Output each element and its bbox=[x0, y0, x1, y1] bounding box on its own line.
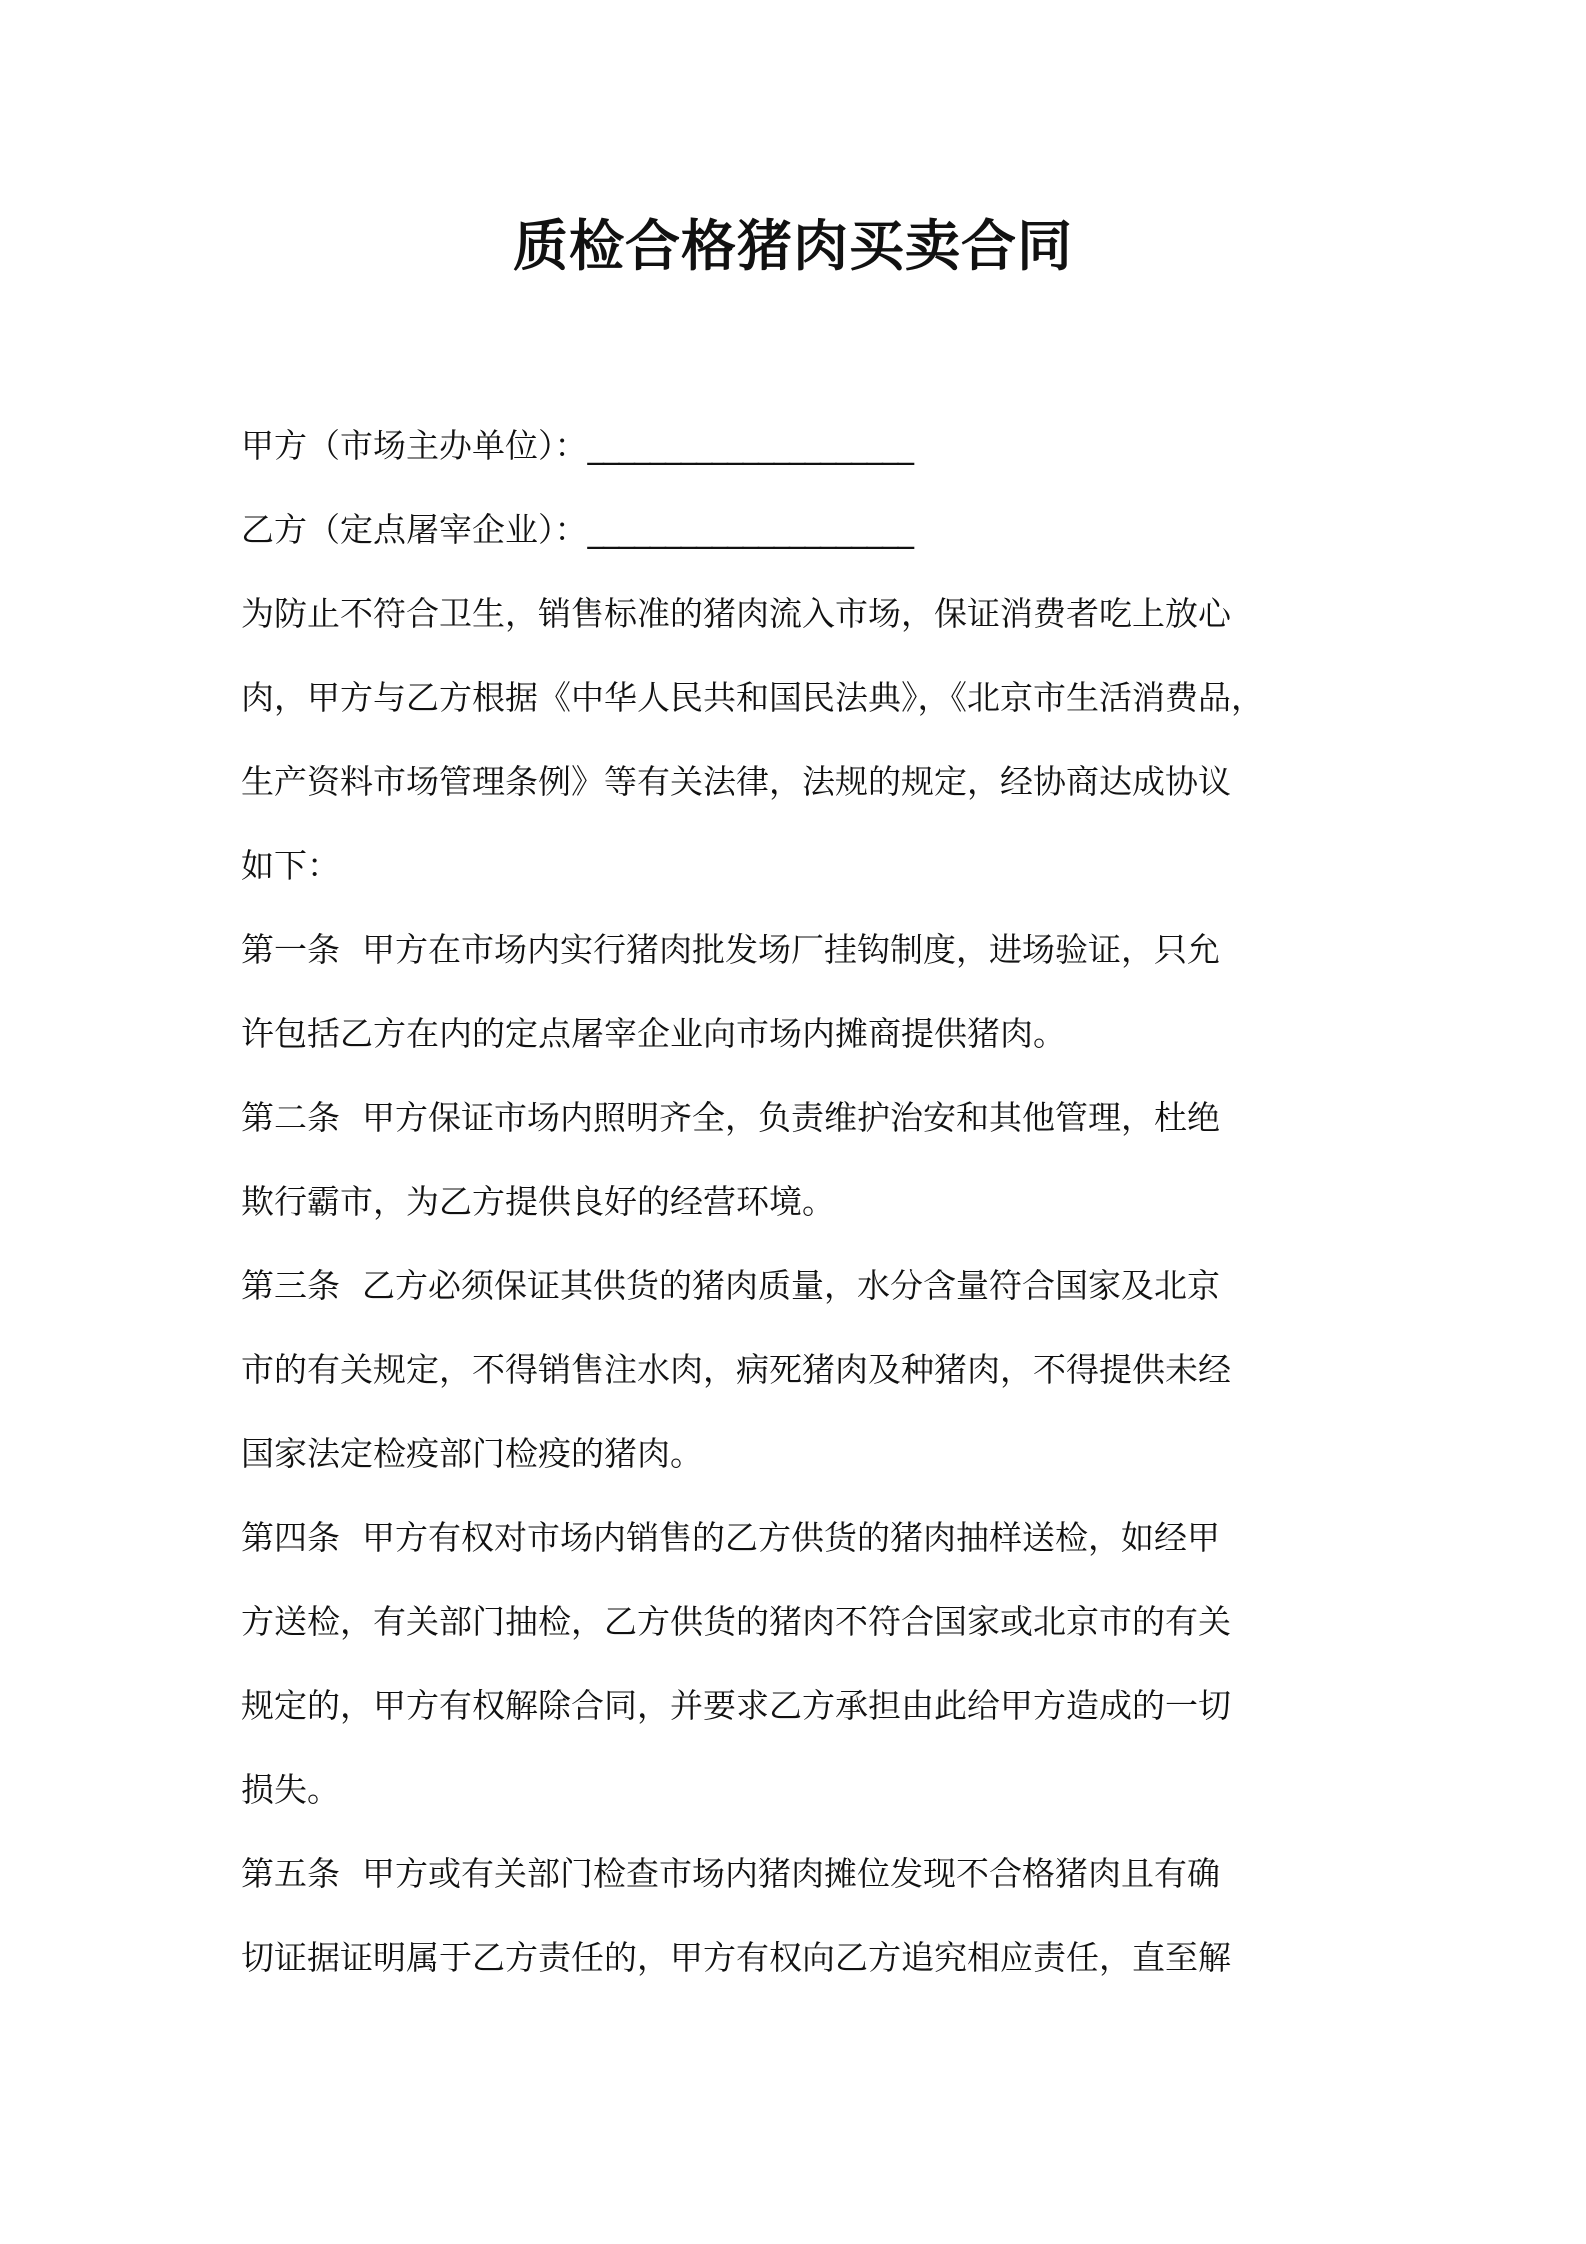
article-text: 甲方或有关部门检查市场内猪肉摊位发现不合格猪肉且有确 bbox=[362, 1854, 1220, 1893]
article-text-line: 欺行霸市，为乙方提供良好的经营环境。 bbox=[241, 1182, 835, 1221]
article-text: 甲方保证市场内照明齐全，负责维护治安和其他管理，杜绝 bbox=[362, 1098, 1220, 1137]
article-text-line: 许包括乙方在内的定点屠宰企业向市场内摊商提供猪肉。 bbox=[241, 1014, 1066, 1053]
party-a-line bbox=[241, 404, 1363, 488]
preamble-line: 为防止不符合卫生，销售标准的猪肉流入市场，保证消费者吃上放心 bbox=[241, 594, 1231, 633]
article-4-first-line bbox=[241, 1496, 1363, 1580]
document-body bbox=[241, 404, 1363, 2000]
preamble-line: 生产资料市场管理条例》等有关法律，法规的规定，经协商达成协议 bbox=[241, 762, 1231, 801]
article-2-first-line bbox=[241, 1076, 1363, 1160]
article-1-first-line bbox=[241, 908, 1363, 992]
article-text: 甲方有权对市场内销售的乙方供货的猪肉抽样送检，如经甲 bbox=[362, 1518, 1220, 1557]
article-text: 甲方在市场内实行猪肉批发场厂挂钩制度，进场验证，只允 bbox=[362, 930, 1220, 969]
article-text: 乙方必须保证其供货的猪肉质量，水分含量符合国家及北京 bbox=[362, 1266, 1220, 1305]
article-text-line: 损失。 bbox=[241, 1770, 340, 1809]
article-number: 第一条 bbox=[241, 930, 340, 969]
party-b-label: 乙方（定点屠宰企业）： bbox=[241, 510, 588, 549]
article-text-line: 国家法定检疫部门检疫的猪肉。 bbox=[241, 1434, 703, 1473]
article-5-first-line bbox=[241, 1832, 1363, 1916]
preamble-line: 如下： bbox=[241, 846, 340, 885]
party-a-blank: _____________________ bbox=[587, 426, 913, 465]
article-text-line: 市的有关规定，不得销售注水肉，病死猪肉及种猪肉，不得提供未经 bbox=[241, 1350, 1231, 1389]
article-number: 第五条 bbox=[241, 1854, 340, 1893]
party-a-label: 甲方（市场主办单位）： bbox=[241, 426, 588, 465]
article-text-line: 方送检，有关部门抽检，乙方供货的猪肉不符合国家或北京市的有关 bbox=[241, 1602, 1231, 1641]
article-number: 第四条 bbox=[241, 1518, 340, 1557]
preamble-line: 肉，甲方与乙方根据《中华人民共和国民法典》，《北京市生活消费品， bbox=[241, 678, 1264, 717]
article-number: 第三条 bbox=[241, 1266, 340, 1305]
party-b-blank: _____________________ bbox=[587, 510, 913, 549]
article-3-first-line bbox=[241, 1244, 1363, 1328]
document-title: 质检合格猪肉买卖合同 bbox=[512, 214, 1073, 278]
article-text-line: 规定的，甲方有权解除合同，并要求乙方承担由此给甲方造成的一切 bbox=[241, 1686, 1231, 1725]
article-number: 第二条 bbox=[241, 1098, 340, 1137]
article-text-line: 切证据证明属于乙方责任的，甲方有权向乙方追究相应责任，直至解 bbox=[241, 1938, 1231, 1977]
party-b-line bbox=[241, 488, 1363, 572]
